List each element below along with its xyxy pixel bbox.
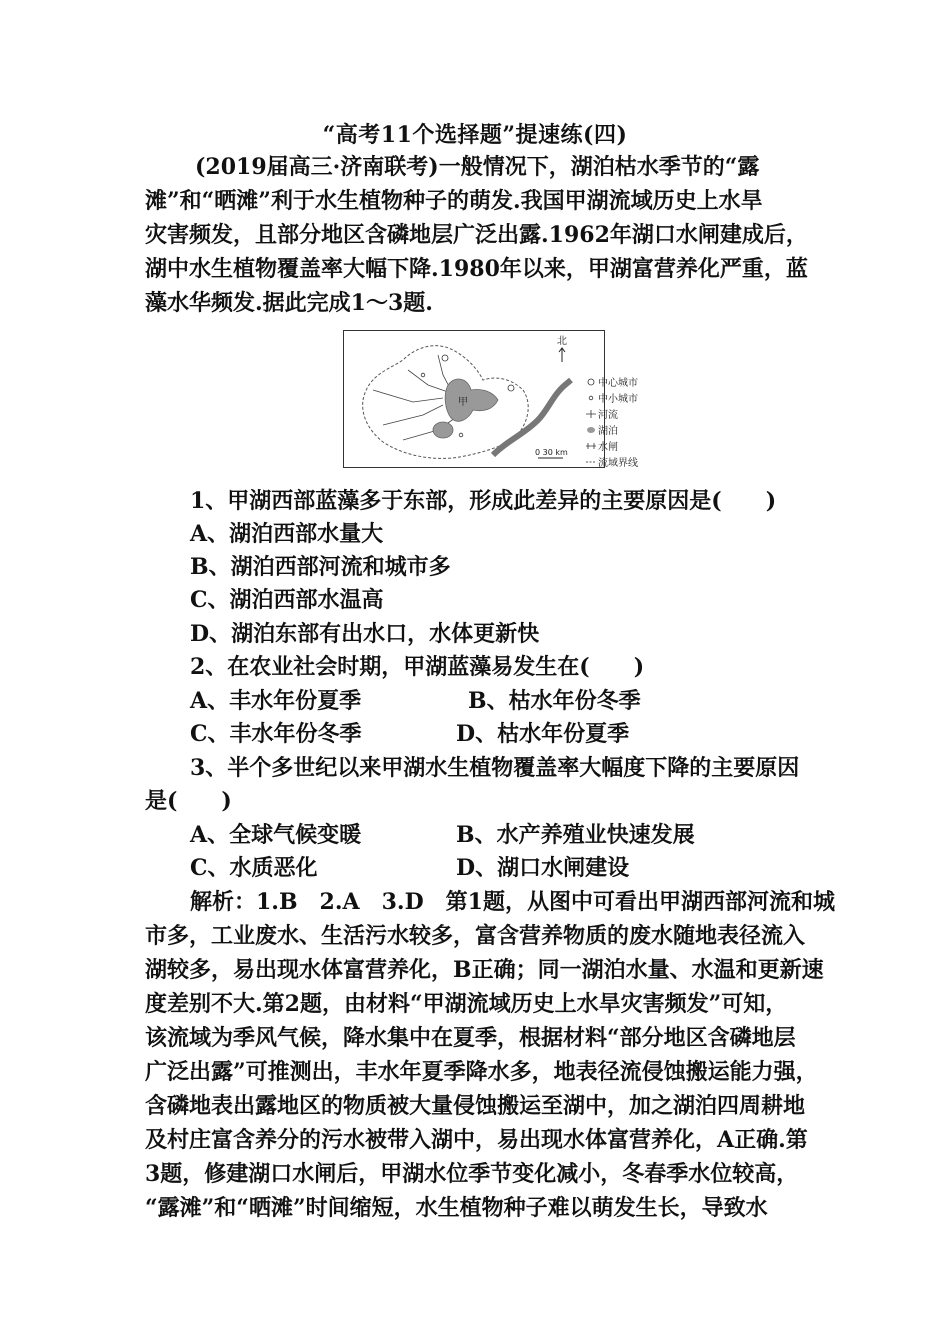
legend-label: 水闸 bbox=[598, 442, 618, 453]
question-3-option-c: C、水质恶化 bbox=[190, 855, 318, 881]
legend-small-city-icon bbox=[589, 396, 593, 400]
lake-basin-map bbox=[343, 330, 638, 469]
intro-line: 滩”和“晒滩”利于水生植物种子的萌发.我国甲湖流域历史上水旱 bbox=[145, 188, 763, 214]
question-2-option-d: D、枯水年份夏季 bbox=[456, 721, 630, 747]
legend-label: 河流 bbox=[598, 410, 618, 421]
legend-central-city-icon bbox=[588, 379, 594, 385]
question-1-stem: 1、甲湖西部蓝藻多于东部，形成此差异的主要原因是( ) bbox=[190, 488, 777, 514]
analysis-line: 广泛出露”可推测出，丰水年夏季降水多，地表径流侵蚀搬运能力强， bbox=[145, 1059, 818, 1085]
question-2-option-a: A、丰水年份夏季 bbox=[190, 688, 362, 714]
question-3-option-b: B、水产养殖业快速发展 bbox=[456, 822, 695, 848]
analysis-line: 市多，工业废水、生活污水较多，富含营养物质的废水随地表径流入 bbox=[145, 923, 806, 949]
small-city bbox=[459, 433, 463, 437]
question-1-option-b: B、湖泊西部河流和城市多 bbox=[190, 554, 451, 580]
central-city bbox=[508, 385, 514, 391]
question-3-stem-cont: 是( ) bbox=[145, 788, 232, 814]
question-1-option-c: C、湖泊西部水温高 bbox=[190, 587, 384, 613]
lake-label: 甲 bbox=[458, 397, 468, 408]
analysis-line: 湖较多，易出现水体富营养化，B正确；同一湖泊水量、水温和更新速 bbox=[145, 957, 824, 983]
analysis-line: 该流域为季风气候，降水集中在夏季，根据材料“部分地区含磷地层 bbox=[145, 1025, 796, 1051]
question-2-option-b: B、枯水年份冬季 bbox=[468, 688, 641, 714]
intro-line: 湖中水生植物覆盖率大幅下降.1980年以来，甲湖富营养化严重，蓝 bbox=[145, 256, 808, 282]
small-lake bbox=[433, 422, 453, 438]
analysis-line: 3题，修建湖口水闸后，甲湖水位季节变化减小，冬春季水位较高， bbox=[145, 1161, 799, 1187]
question-3-stem: 3、半个多世纪以来甲湖水生植物覆盖率大幅度下降的主要原因 bbox=[190, 755, 800, 781]
legend-lake-icon bbox=[587, 427, 595, 433]
analysis-line: 及村庄富含养分的污水被带入湖中，易出现水体富营养化，A正确.第 bbox=[145, 1127, 808, 1153]
question-2-stem: 2、在农业社会时期，甲湖蓝藻易发生在( ) bbox=[190, 654, 645, 680]
intro-line: (2019届高三·济南联考)一般情况下，湖泊枯水季节的“露 bbox=[195, 154, 760, 180]
analysis-line: 解析：1.B 2.A 3.D 第1题，从图中可看出甲湖西部河流和城 bbox=[190, 889, 835, 915]
question-2-option-c: C、丰水年份冬季 bbox=[190, 721, 362, 747]
question-3-option-d: D、湖口水闸建设 bbox=[456, 855, 630, 881]
question-1-option-a: A、湖泊西部水量大 bbox=[190, 521, 384, 547]
legend-label: 中心城市 bbox=[598, 378, 638, 389]
legend-label: 流域界线 bbox=[598, 458, 638, 469]
analysis-line: 度差别不大.第2题，由材料“甲湖流域历史上水旱灾害频发”可知， bbox=[145, 991, 788, 1017]
north-label: 北 bbox=[557, 336, 567, 347]
intro-line: 灾害频发，且部分地区含磷地层广泛出露.1962年湖口水闸建成后， bbox=[145, 222, 808, 248]
page-title: “高考11个选择题”提速练(四) bbox=[322, 122, 628, 148]
question-1-option-d: D、湖泊东部有出水口，水体更新快 bbox=[190, 621, 540, 647]
scale-label: 0 30 km bbox=[535, 448, 568, 457]
question-3-option-a: A、全球气候变暖 bbox=[190, 822, 362, 848]
legend-label: 中小城市 bbox=[598, 394, 638, 405]
intro-line: 藻水华频发.据此完成1～3题. bbox=[145, 290, 433, 316]
central-city bbox=[442, 355, 448, 361]
analysis-line: “露滩”和“晒滩”时间缩短，水生植物种子难以萌发生长，导致水 bbox=[145, 1195, 768, 1221]
analysis-line: 含磷地表出露地区的物质被大量侵蚀搬运至湖中，加之湖泊四周耕地 bbox=[145, 1093, 806, 1119]
legend-label: 湖泊 bbox=[598, 426, 618, 437]
small-city bbox=[421, 373, 425, 377]
